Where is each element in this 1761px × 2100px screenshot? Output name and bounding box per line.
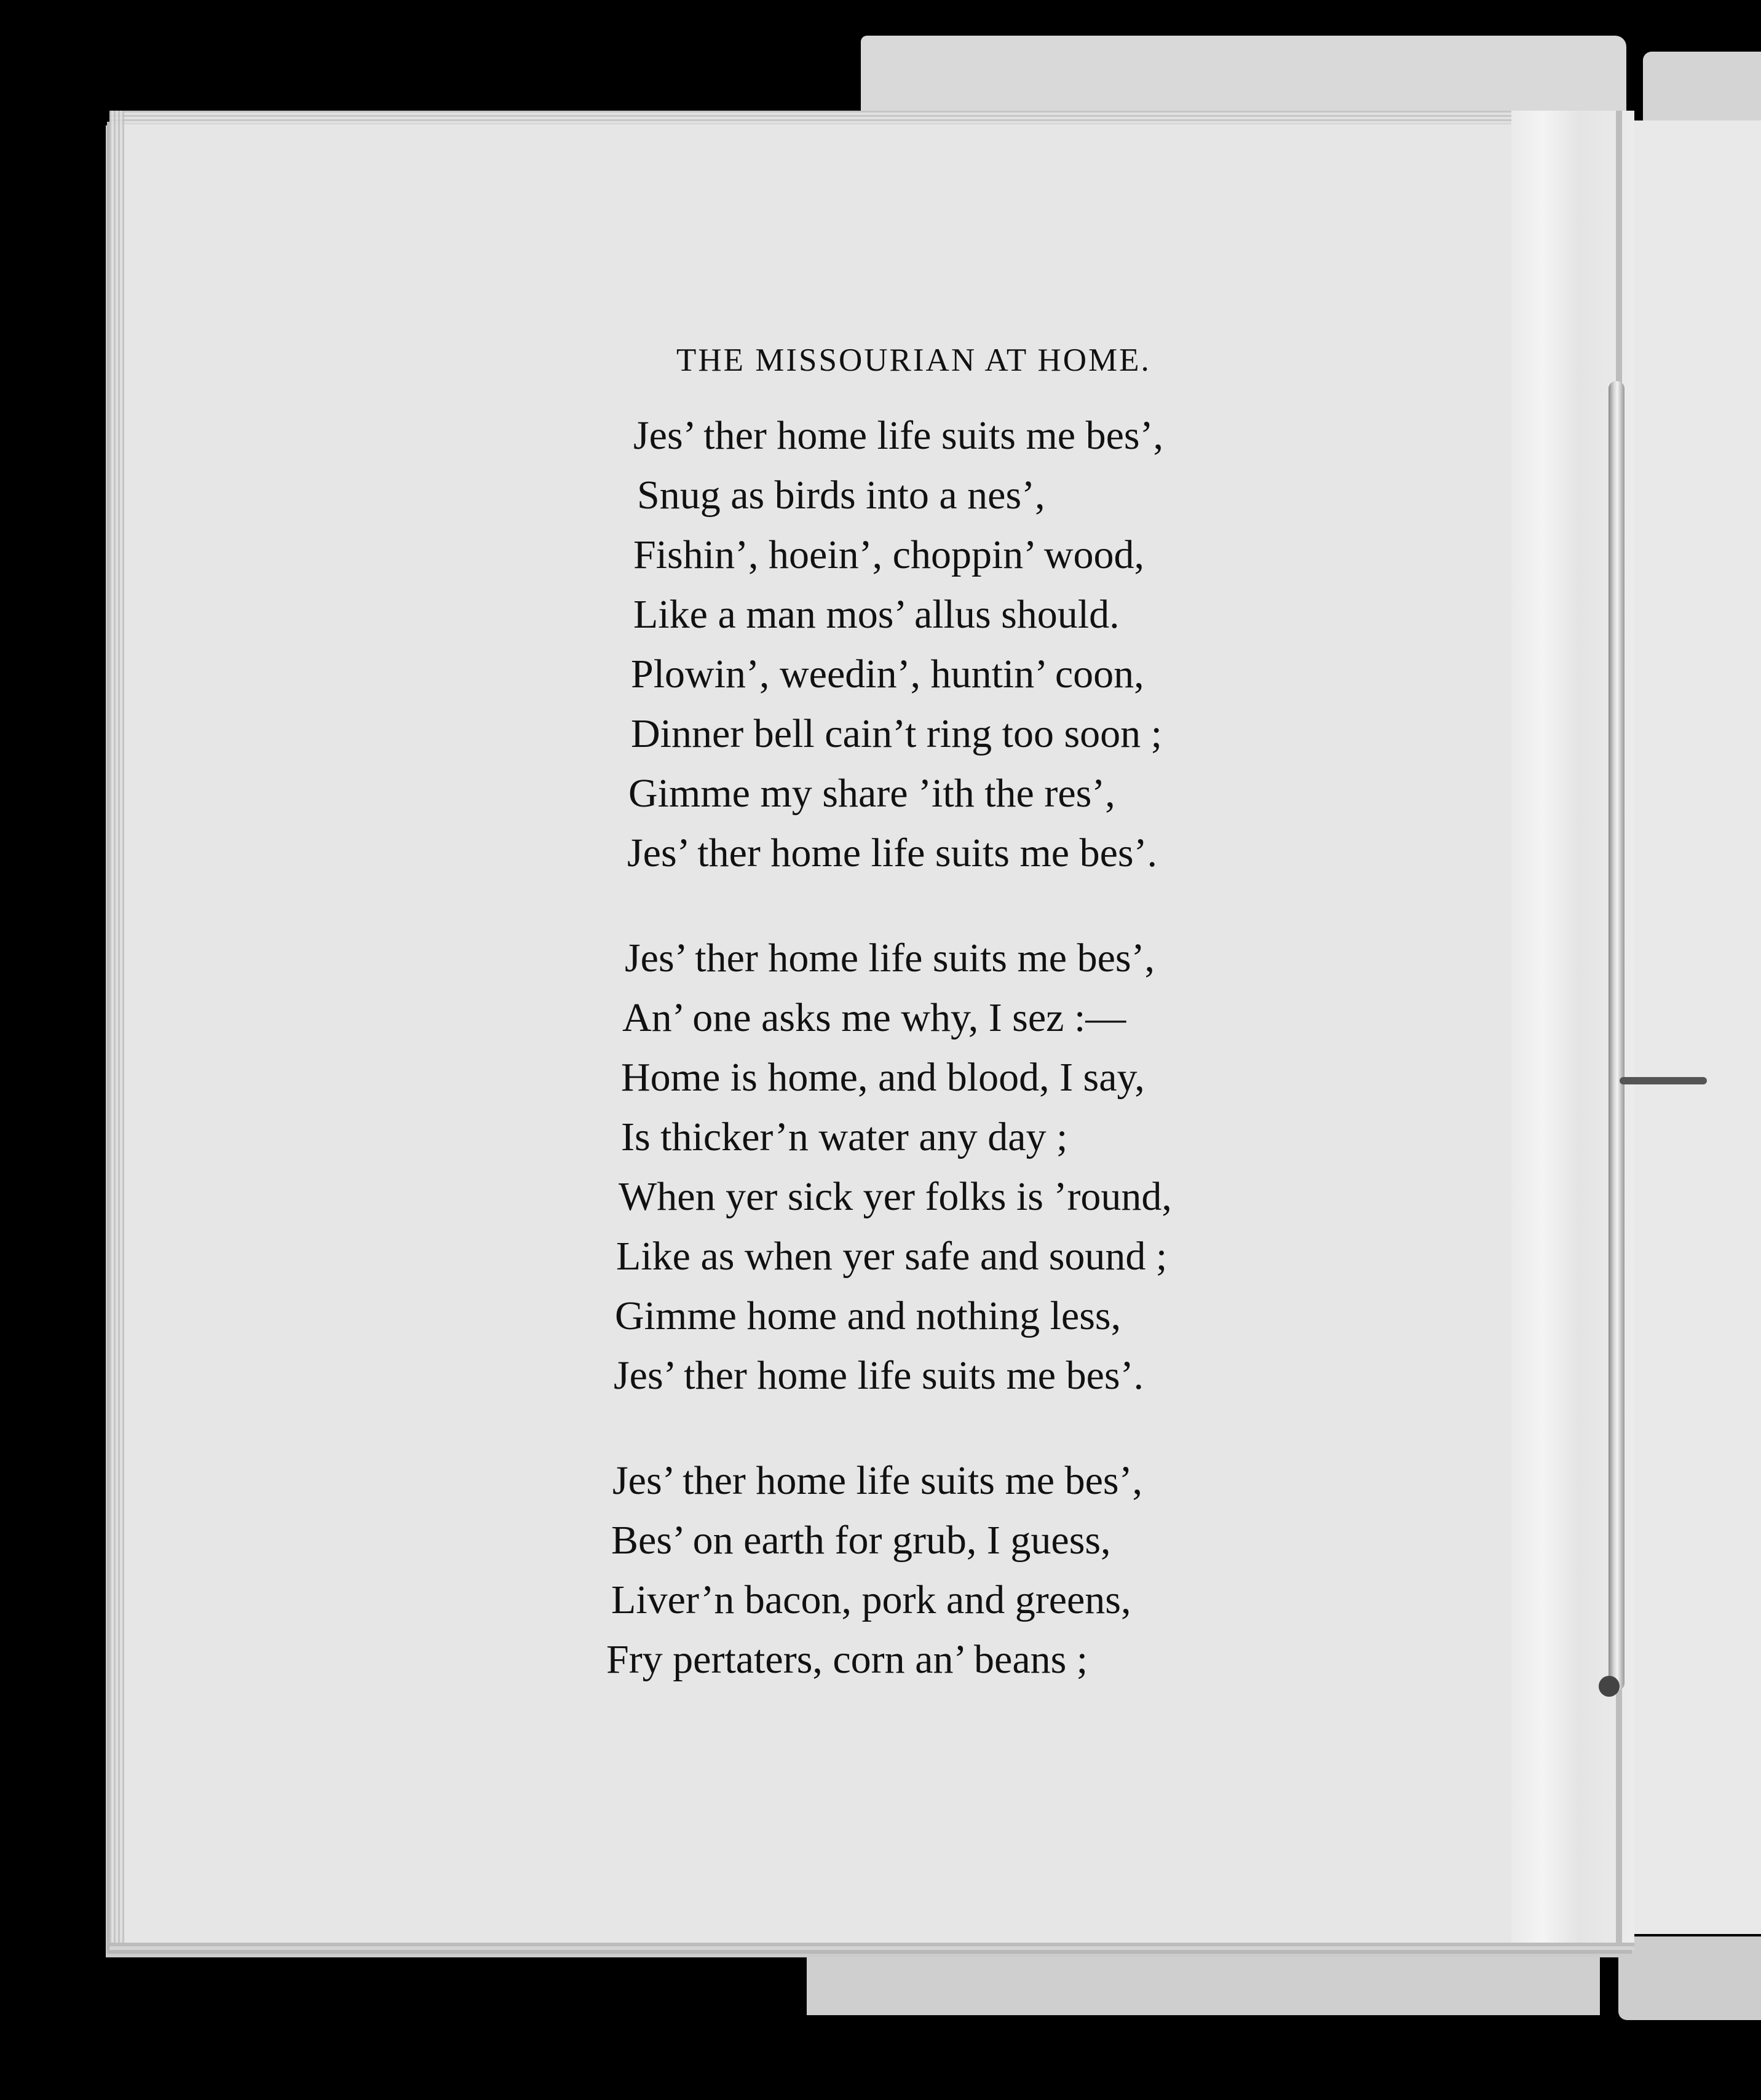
poem-line: Home is home, and blood, I say, [621,1055,1145,1100]
poem-line: Plowin’, weedin’, huntin’ coon, [631,652,1144,697]
binding-string-end [1599,1676,1620,1697]
poem-line: Dinner bell cain’t ring too soon ; [631,711,1162,756]
poem-line: Jes’ ther home life suits me bes’, [612,1458,1143,1503]
poem-line: Is thicker’n water any day ; [621,1115,1068,1159]
poem-line: Jes’ ther home life suits me bes’. [627,831,1158,875]
poem-line: An’ one asks me why, I sez :— [622,995,1126,1040]
back-page-bottom-right [1618,1936,1761,2020]
poem-line: Like a man mos’ allus should. [633,592,1120,637]
poem-line: Fishin’, hoein’, choppin’ wood, [633,532,1145,577]
poem-title: THE MISSOURIAN AT HOME. [676,342,1151,378]
poem-line: Liver’n bacon, pork and greens, [611,1577,1131,1622]
binding-string-knot [1620,1077,1707,1084]
poem-line: Like as when yer safe and sound ; [616,1234,1168,1279]
poem-line: Jes’ ther home life suits me bes’. [614,1353,1144,1398]
poem-line: Gimme my share ’ith the res’, [628,771,1115,816]
poem-line: When yer sick yer folks is ’round, [619,1174,1172,1219]
poem-line: Jes’ ther home life suits me bes’, [633,413,1164,458]
poem-line: Gimme home and nothing less, [615,1293,1122,1338]
right-page-edge [1634,120,1761,1934]
binding-string [1609,381,1624,1691]
poem-line: Fry pertaters, corn an’ beans ; [606,1637,1088,1682]
poem-line: Bes’ on earth for grub, I guess, [611,1518,1111,1563]
back-page-top-right [1643,52,1761,132]
poem-line: Jes’ ther home life suits me bes’, [625,936,1155,981]
back-page-bottom-left [807,1930,1600,2015]
poem-line: Snug as birds into a nes’, [637,473,1045,518]
